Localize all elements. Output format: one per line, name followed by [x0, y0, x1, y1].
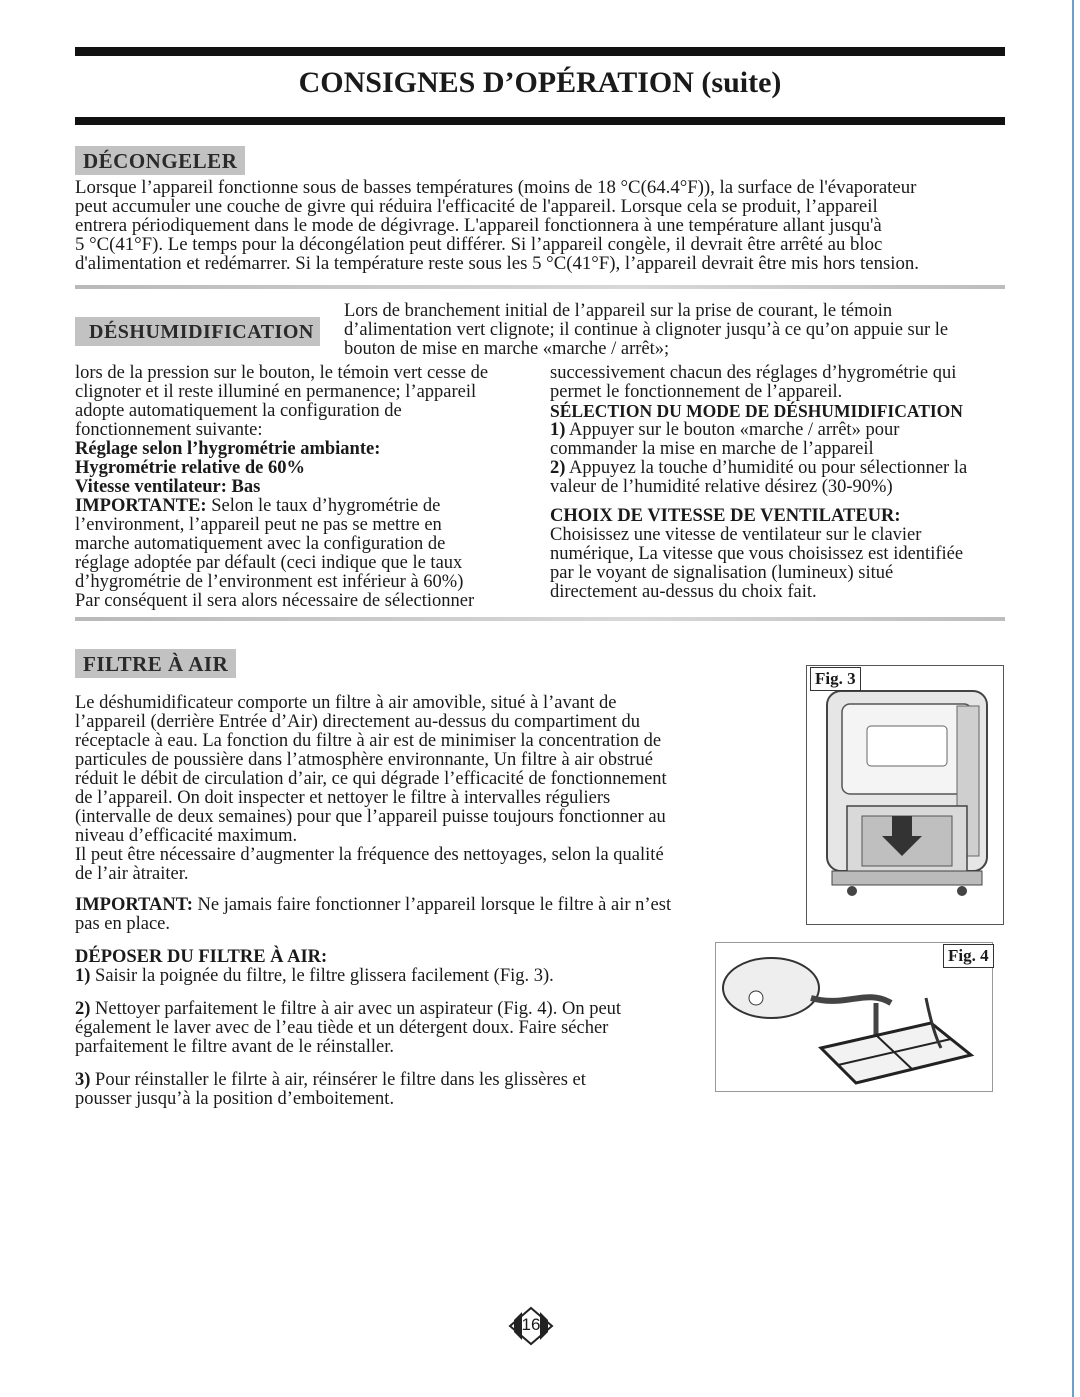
- text-line: (intervalle de deux semaines) pour que l’appareil puisse toujours fonctionner au: [75, 807, 666, 827]
- text-line: numérique, La vitesse que vous choisissez est identifiée: [550, 544, 964, 564]
- header-top-rule: [75, 47, 1005, 56]
- deshumidification-right-column: [550, 364, 967, 602]
- importante-label: IMPORTANTE:: [75, 496, 207, 516]
- text-span: Nettoyer parfaitement le filtre à air avec un aspirateur (Fig. 4). On peut: [90, 999, 622, 1019]
- text-span: Selon le taux d’hygrométrie de: [206, 496, 441, 516]
- text-line: permet le fonctionnement de l’appareil.: [550, 382, 843, 402]
- vitesse-label: Vitesse ventilateur: Bas: [75, 477, 261, 497]
- text-line: réceptacle à eau. La fonction du filtre à air est de minimiser la concentration de: [75, 731, 662, 751]
- figure-3-dehumidifier: [806, 665, 1004, 925]
- text-span: Saisir la poignée du filtre, le filtre glissera facilement (Fig. 3).: [90, 966, 554, 986]
- section-divider: [75, 285, 1005, 289]
- deshumidification-left-column: [75, 364, 488, 611]
- text-line: également le laver avec de l’eau tiède et un détergent doux. Faire sécher: [75, 1018, 609, 1038]
- text-line: lors de la pression sur le bouton, le témoin vert cesse de: [75, 363, 489, 383]
- important-label: IMPORTANT:: [75, 895, 193, 915]
- section-heading-deshumidification: DÉSHUMIDIFICATION: [75, 317, 320, 346]
- text-line: l’appareil (derrière Entrée d’Air) directement au-dessus du compartiment du: [75, 712, 641, 732]
- text-line: Lorsque l’appareil fonctionne sous de basses températures (moins de 18 °C(64.4°F)), la surface de l'évaporateur: [75, 177, 917, 198]
- text-line: peut accumuler une couche de givre qui réduira l'efficacité de l'appareil. Lorsque cela se produit, l’appareil: [75, 196, 878, 217]
- text-line: bouton de mise en marche «marche / arrêt»;: [344, 339, 670, 359]
- text-line: fonctionnement suivante:: [75, 420, 263, 440]
- step-number: 3): [75, 1070, 91, 1090]
- text-line: valeur de l’humidité relative désirez (30-90%): [550, 477, 893, 497]
- text-line: commander la mise en marche de l’appareil: [550, 439, 874, 459]
- text-line: pousser jusqu’à la position d’emboitement.: [75, 1089, 395, 1109]
- text-line: adopte automatiquement la configuration de: [75, 401, 402, 421]
- text-line: 5 °C(41°F). Le temps pour la décongélation peut différer. Si l’appareil congèle, il devrait être arrêté au bloc: [75, 234, 883, 255]
- text-line: marche automatiquement avec la configuration de: [75, 534, 446, 554]
- step-number: 2): [75, 999, 91, 1019]
- text-line: réglage adoptée par défault (ceci indique que le taux: [75, 553, 463, 573]
- importante-line: [75, 497, 488, 516]
- text-span: Pour réinstaller le filrte à air, réinsérer le filtre dans les glissères et: [90, 1070, 586, 1090]
- figure-3-label: Fig. 3: [810, 667, 861, 691]
- text-line: d'alimentation et redémarrer. Si la température reste sous les 5 °C(41°F), l’appareil devrait être mis hors tension.: [75, 253, 920, 274]
- reglage-label: Réglage selon l’hygrométrie ambiante:: [75, 439, 381, 459]
- text-line: par le voyant de signalisation (lumineux) situé: [550, 563, 894, 583]
- step-number: 1): [550, 420, 566, 440]
- text-line: réduit le débit de circulation d’air, ce qui dégrade l’efficacité de fonctionnement: [75, 769, 667, 789]
- step-number: 2): [550, 458, 566, 478]
- text-line: parfaitement le filtre avant de le réinstaller.: [75, 1037, 394, 1057]
- text-line: l’environment, l’appareil peut ne pas se mettre en: [75, 515, 442, 535]
- text-line: Il peut être nécessaire d’augmenter la fréquence des nettoyages, selon la qualité: [75, 845, 664, 865]
- header-bottom-rule: [75, 117, 1005, 125]
- page-number: 16: [521, 1315, 541, 1334]
- text-line: de l’appareil. On doit inspecter et nettoyer le filtre à intervalles réguliers: [75, 788, 611, 808]
- text-line: Par conséquent il sera alors nécessaire de sélectionner: [75, 591, 475, 611]
- text-line: particules de poussière dans l’atmosphère environnante, Un filtre à air obstrué: [75, 750, 653, 770]
- step-line: [550, 459, 967, 478]
- filtre-paragraph: [75, 694, 671, 1109]
- text-line: entrera périodiquement dans le mode de dégivrage. L'appareil fonctionnera à une température allant jusqu'à: [75, 215, 882, 236]
- text-line: pas en place.: [75, 914, 171, 934]
- hygrometrie-label: Hygrométrie relative de 60%: [75, 458, 305, 478]
- page-title: CONSIGNES D’OPÉRATION (suite): [298, 66, 782, 99]
- text-span: Appuyer sur le bouton «marche / arrêt» pour: [565, 420, 900, 440]
- text-line: clignoter et il reste illuminé en permanence; l’appareil: [75, 382, 477, 402]
- text-line: Choisissez une vitesse de ventilateur sur le clavier: [550, 525, 922, 545]
- section-heading-filtre: FILTRE À AIR: [75, 649, 236, 678]
- page-number-badge: [508, 1306, 554, 1346]
- page-edge-line: [1072, 0, 1074, 1397]
- text-line: niveau d’efficacité maximum.: [75, 826, 298, 846]
- text-line: d’hygrométrie de l’environment est inférieur à 60%): [75, 572, 464, 592]
- text-line: d’alimentation vert clignote; il continue à clignoter jusqu’à ce qu’on appuie sur le: [344, 320, 949, 340]
- text-span: Appuyez la touche d’humidité ou pour sélectionner la: [565, 458, 968, 478]
- step-line: [75, 1071, 671, 1090]
- deshumidification-intro: [344, 302, 948, 359]
- step-line: [75, 1000, 671, 1019]
- step-line: [75, 967, 671, 986]
- important-line: [75, 896, 671, 915]
- section-divider: [75, 617, 1005, 621]
- text-span: Ne jamais faire fonctionner l’appareil lorsque le filtre à air n’est: [192, 895, 672, 915]
- dehumidifier-illustration: [807, 666, 1003, 924]
- selection-heading: SÉLECTION DU MODE DE DÉSHUMIDIFICATION: [550, 401, 963, 421]
- step-line: [550, 421, 967, 440]
- text-line: directement au-dessus du choix fait.: [550, 582, 817, 602]
- choix-heading: CHOIX DE VITESSE DE VENTILATEUR:: [550, 506, 901, 526]
- figure-4-label: Fig. 4: [943, 944, 994, 968]
- text-line: successivement chacun des réglages d’hygrométrie qui: [550, 363, 957, 383]
- step-number: 1): [75, 966, 91, 986]
- section-heading-decongeler: DÉCONGELER: [75, 146, 245, 175]
- decongeler-paragraph: [75, 178, 919, 273]
- text-line: Le déshumidificateur comporte un filtre à air amovible, situé à l’avant de: [75, 693, 617, 713]
- text-line: Lors de branchement initial de l’appareil sur la prise de courant, le témoin: [344, 301, 893, 321]
- text-line: de l’air àtraiter.: [75, 864, 189, 884]
- deposer-heading: DÉPOSER DU FILTRE À AIR:: [75, 947, 328, 967]
